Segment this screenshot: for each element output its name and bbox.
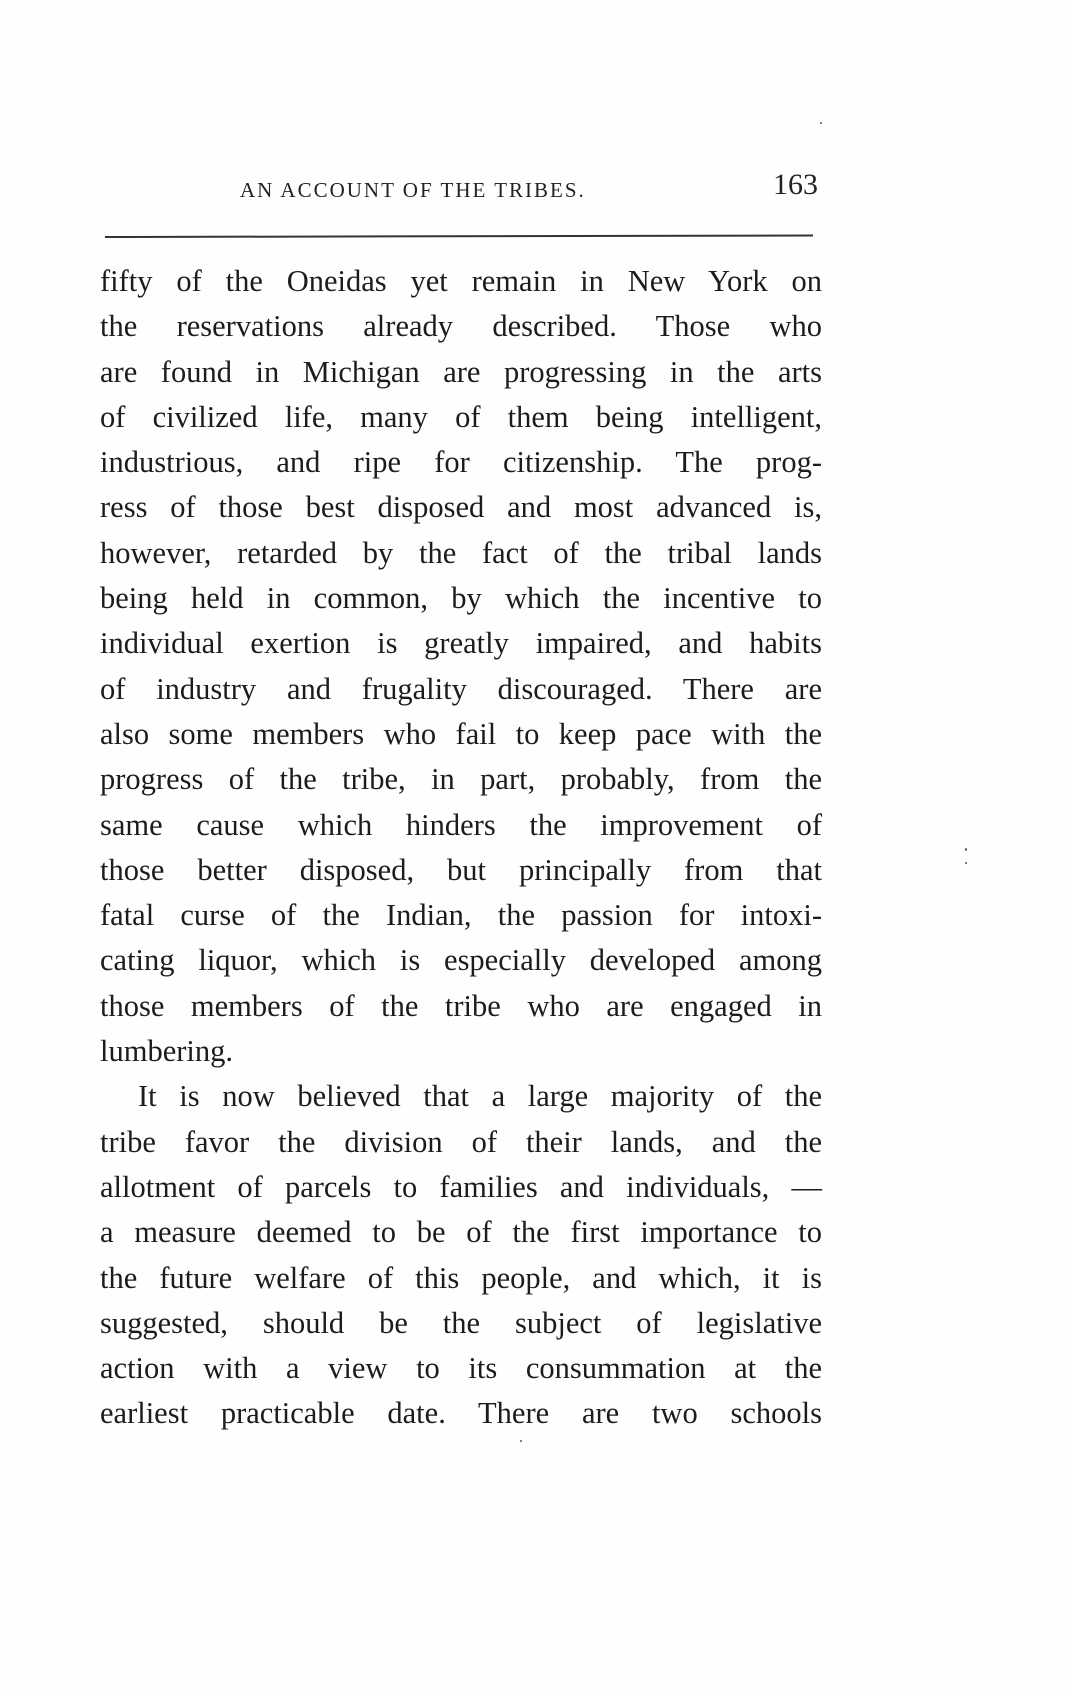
- text-line: industrious, and ripe for citizenship. The prog-: [100, 445, 822, 480]
- paragraph-1: [100, 259, 822, 1074]
- text-line: however, retarded by the fact of the tribal lands: [100, 535, 822, 570]
- text-line: the reservations already described. Those who: [100, 309, 822, 344]
- text-line: fifty of the Oneidas yet remain in New York on: [100, 264, 822, 298]
- page-number: 163: [773, 168, 818, 201]
- text-line: earliest practicable date. There are two schools: [100, 1396, 822, 1431]
- text-line: those members of the tribe who are engaged in: [100, 988, 822, 1023]
- paper-speck: [965, 862, 967, 864]
- text-line: action with a view to its consummation at the: [100, 1351, 822, 1386]
- text-line: of civilized life, many of them being intelligent,: [100, 399, 822, 434]
- text-line: tribe favor the division of their lands, and the: [100, 1124, 822, 1159]
- text-line: suggested, should be the subject of legislative: [100, 1305, 822, 1340]
- text-line: allotment of parcels to families and individuals, —: [100, 1169, 822, 1204]
- text-line: being held in common, by which the incentive to: [100, 581, 822, 616]
- text-line: It is now believed that a large majority of the: [138, 1079, 822, 1114]
- paper-speck: [820, 122, 822, 124]
- text-line: progress of the tribe, in part, probably, from the: [100, 762, 822, 797]
- text-line: the future welfare of this people, and which, it is: [100, 1260, 822, 1295]
- text-line: those better disposed, but principally from that: [100, 852, 822, 887]
- paper-speck: [520, 1440, 522, 1442]
- text-line: cating liquor, which is especially developed among: [100, 943, 822, 978]
- text-line: of industry and frugality discouraged. There are: [100, 671, 822, 706]
- text-line: also some members who fail to keep pace with the: [100, 716, 822, 751]
- paper-speck: [965, 848, 967, 851]
- paragraph-2: [100, 1074, 822, 1436]
- header-rule: [105, 235, 813, 238]
- text-line: ress of those best disposed and most advanced is,: [100, 490, 822, 525]
- text-line: same cause which hinders the improvement of: [100, 807, 822, 842]
- text-line: are found in Michigan are progressing in the arts: [100, 354, 822, 389]
- running-head-title: AN ACCOUNT OF THE TRIBES.: [240, 178, 586, 202]
- text-line: individual exertion is greatly impaired, and habits: [100, 626, 822, 661]
- text-line: lumbering.: [100, 1034, 233, 1069]
- body-text: [100, 259, 822, 1437]
- text-line: fatal curse of the Indian, the passion for intoxi-: [100, 898, 822, 933]
- text-line: a measure deemed to be of the first importance to: [100, 1215, 822, 1250]
